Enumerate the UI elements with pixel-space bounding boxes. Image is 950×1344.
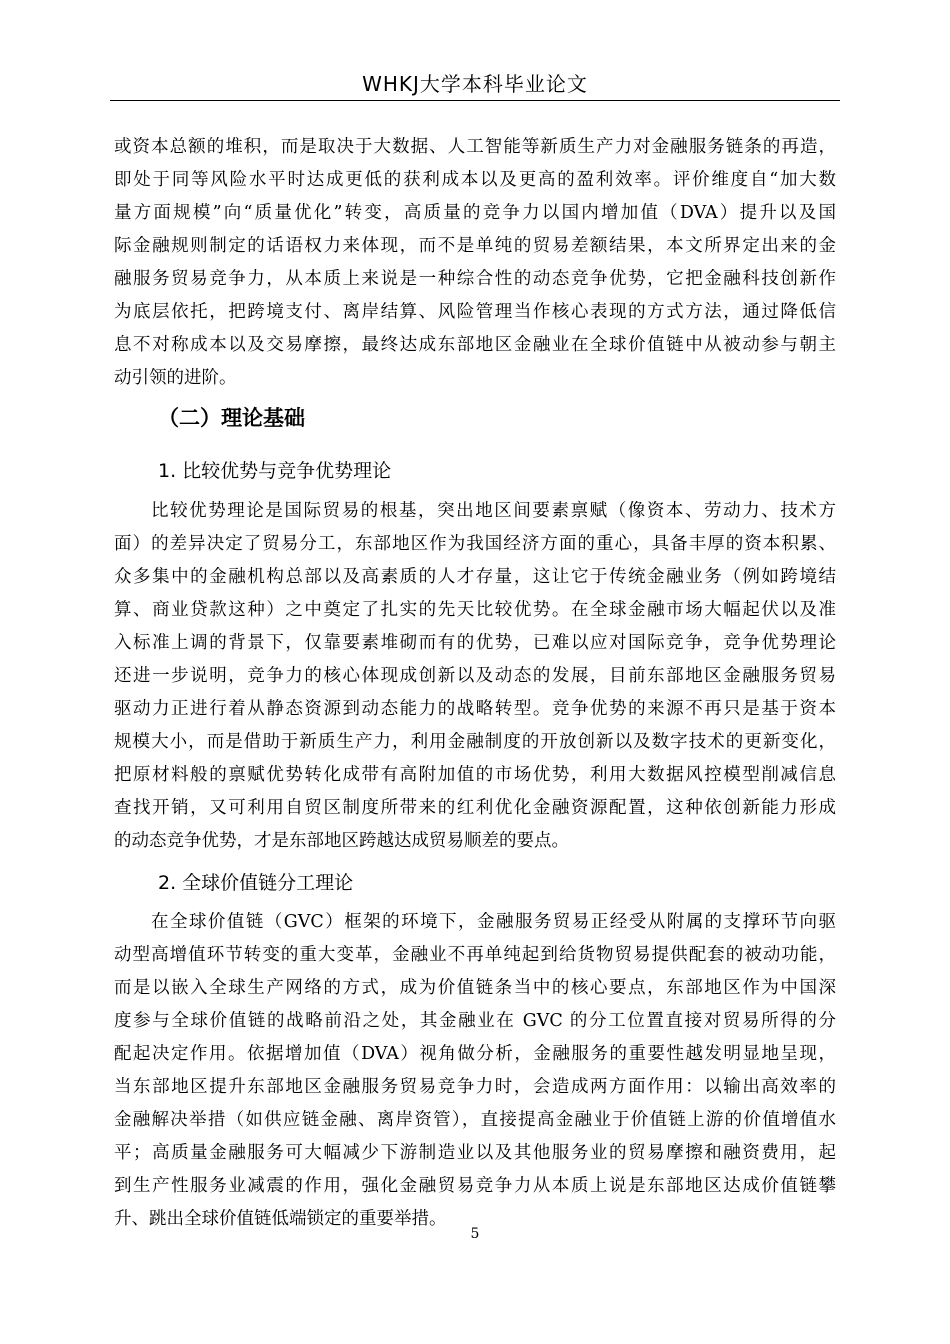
- paragraph-3: [114, 906, 836, 1236]
- paragraph-line: 当东部地区提升东部地区金融服务贸易竞争力时，会造成两方面作用：以输出高效率的: [114, 1077, 836, 1097]
- paragraph-line: 在全球价值链（GVC）框架的环境下，金融服务贸易正经受从附属的支撑环节向驱: [151, 912, 836, 932]
- paragraph-line: 驱动力正进行着从静态资源到动态能力的战略转型。竞争优势的来源不再只是基于资本: [114, 699, 836, 719]
- header-rule: [110, 100, 840, 101]
- paragraph-line: 融服务贸易竞争力，从本质上来说是一种综合性的动态竞争优势，它把金融科技创新作: [114, 269, 836, 289]
- paragraph-line: 为底层依托，把跨境支付、离岸结算、风险管理当作核心表现的方式方法，通过降低信: [114, 302, 836, 322]
- paragraph-line: 度参与全球价值链的战略前沿之处，其金融业在 GVC 的分工位置直接对贸易所得的分: [114, 1011, 836, 1031]
- paragraph-line: 算、商业贷款这种）之中奠定了扎实的先天比较优势。在全球金融市场大幅起伏以及准: [114, 600, 836, 620]
- paragraph-line: 动型高增值环节转变的重大变革，金融业不再单纯起到给货物贸易提供配套的被动功能，: [114, 945, 836, 965]
- subsection-heading-1: 1. 比较优势与竞争优势理论: [158, 460, 392, 482]
- paragraph-line: 配起决定作用。依据增加值（DVA）视角做分析，金融服务的重要性越发明显地呈现，: [114, 1044, 836, 1064]
- paragraph-line: 动引领的进阶。: [114, 368, 237, 388]
- paragraph-line: 的动态竞争优势，才是东部地区跨越达成贸易顺差的要点。: [114, 831, 569, 851]
- paragraph-line: 升、跳出全球价值链低端锁定的重要举措。: [114, 1209, 447, 1229]
- paragraph-line: 把原材料般的禀赋优势转化成带有高附加值的市场优势，利用大数据风控模型削减信息: [114, 765, 836, 785]
- paragraph-line: 规模大小，而是借助于新质生产力，利用金融制度的开放创新以及数字技术的更新变化，: [114, 732, 836, 752]
- paragraph-line: 还进一步说明，竞争力的核心体现成创新以及动态的发展，目前东部地区金融服务贸易: [114, 666, 836, 686]
- paragraph-line: 平；高质量金融服务可大幅减少下游制造业以及其他服务业的贸易摩擦和融资费用，起: [114, 1143, 836, 1163]
- paragraph-line: 入标准上调的背景下，仅靠要素堆砌而有的优势，已难以应对国际竞争，竞争优势理论: [114, 633, 836, 653]
- paragraph-line: 金融解决举措（如供应链金融、离岸资管），直接提高金融业于价值链上游的价值增值水: [114, 1110, 836, 1130]
- paragraph-2: [114, 495, 836, 858]
- page-header-title: WHKJ大学本科毕业论文: [362, 72, 588, 96]
- subsection-heading-2: 2. 全球价值链分工理论: [158, 872, 354, 894]
- paragraph-line: 查找开销，又可利用自贸区制度所带来的红利优化金融资源配置，这种依创新能力形成: [114, 798, 836, 818]
- paragraph-line: 息不对称成本以及交易摩擦，最终达成东部地区金融业在全球价值链中从被动参与朝主: [114, 335, 836, 355]
- page-number: 5: [470, 1226, 480, 1242]
- section-heading: （二）理论基础: [158, 406, 305, 430]
- paragraph-line: 众多集中的金融机构总部以及高素质的人才存量，这让它于传统金融业务（例如跨境结: [114, 567, 836, 587]
- paragraph-line: 而是以嵌入全球生产网络的方式，成为价值链条当中的核心要点，东部地区作为中国深: [114, 978, 836, 998]
- paragraph-line: 量方面规模”向“质量优化”转变，高质量的竞争力以国内增加值（DVA）提升以及国: [114, 203, 836, 223]
- paragraph-line: 到生产性服务业减震的作用，强化金融贸易竞争力从本质上说是东部地区达成价值链攀: [114, 1176, 836, 1196]
- paragraph-line: 比较优势理论是国际贸易的根基，突出地区间要素禀赋（像资本、劳动力、技术方: [151, 501, 836, 521]
- paragraph-line: 面）的差异决定了贸易分工，东部地区作为我国经济方面的重心，具备丰厚的资本积累、: [114, 534, 836, 554]
- paragraph-line: 际金融规则制定的话语权力来体现，而不是单纯的贸易差额结果，本文所界定出来的金: [114, 236, 836, 256]
- paragraph-line: 或资本总额的堆积，而是取决于大数据、人工智能等新质生产力对金融服务链条的再造，: [114, 137, 836, 157]
- paragraph-1: [114, 131, 836, 395]
- paragraph-line: 即处于同等风险水平时达成更低的获利成本以及更高的盈利效率。评价维度自“加大数: [114, 170, 836, 190]
